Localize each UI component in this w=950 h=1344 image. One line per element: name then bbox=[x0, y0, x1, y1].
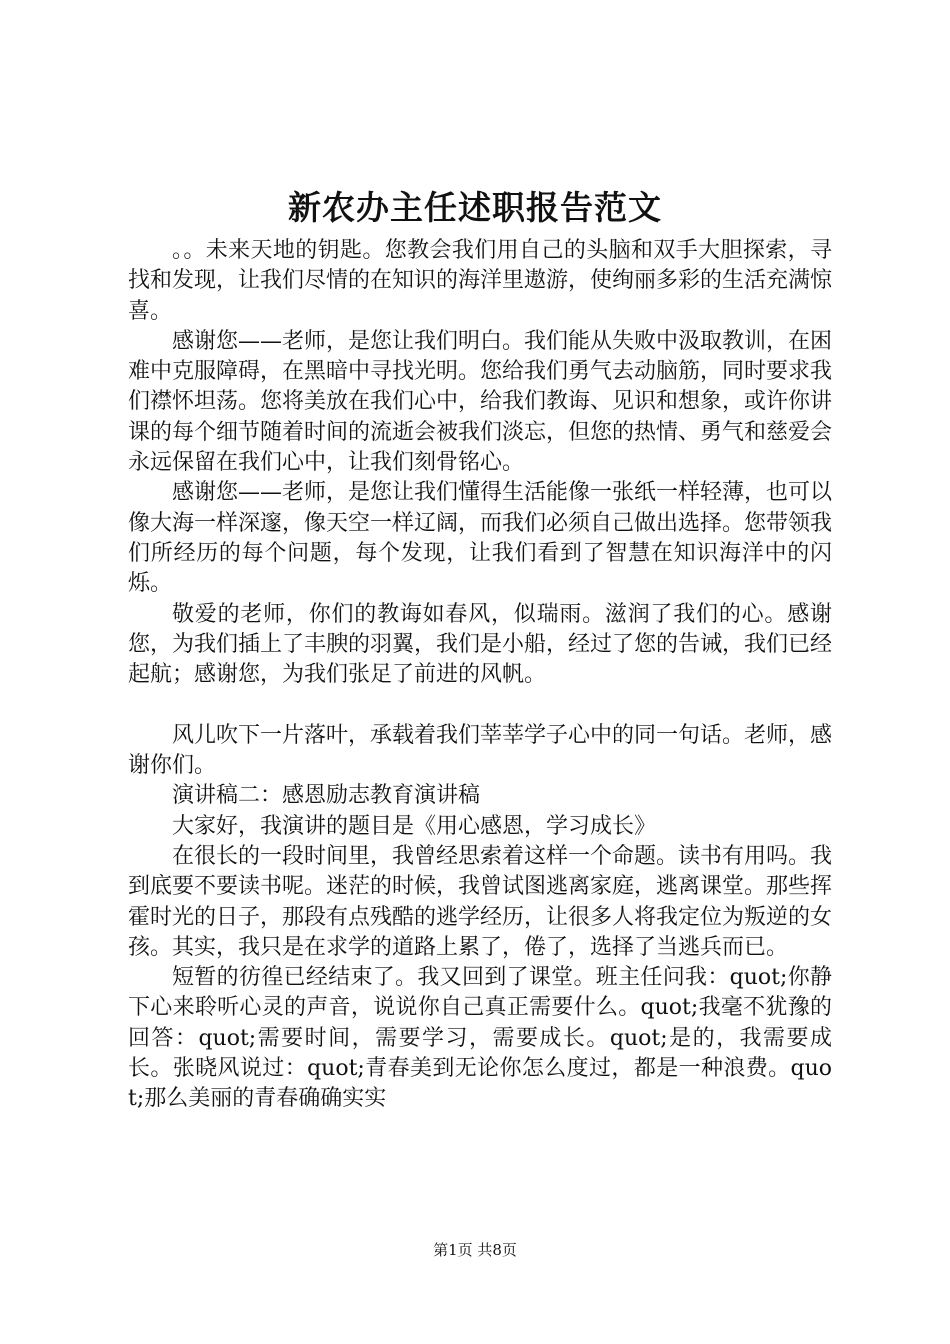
paragraph: 风儿吹下一片落叶，承载着我们莘莘学子心中的同一句话。老师，感谢你们。 bbox=[128, 722, 833, 779]
document-title: 新农办主任述职报告范文 bbox=[288, 188, 662, 227]
paragraph: 。。未来天地的钥匙。您教会我们用自己的头脑和双手大胆探索，寻找和发现，让我们尽情的在知识的海洋里遨游，使绚丽多彩的生活充满惊喜。 bbox=[128, 238, 833, 324]
paragraph: 短暂的彷徨已经结束了。我又回到了课堂。班主任问我：quot;你静下心来聆听心灵的声音，说说你自己真正需要什么。quot;我毫不犹豫的回答：quot;需要时间，需要学习，需要成长。quot;是的，我需要成长。张晓风说过：quot;青春美到无论你怎么度过，都是一种浪费。quot;那么美丽的青春确确实实 bbox=[128, 965, 832, 1112]
paragraph: 感谢您——老师，是您让我们懂得生活能像一张纸一样轻薄，也可以像大海一样深邃，像天空一样辽阔，而我们必须自己做出选择。您带领我们所经历的每个问题，每个发现，让我们看到了智慧在知识海洋中的闪烁。 bbox=[128, 480, 833, 597]
paragraph: 敬爱的老师，你们的教诲如春风，似瑞雨。滋润了我们的心。感谢您，为我们插上了丰腴的羽翼，我们是小船，经过了您的告诫，我们已经起航；感谢您，为我们张足了前进的风帆。 bbox=[128, 601, 833, 688]
paragraph: 在很长的一段时间里，我曾经思索着这样一个命题。读书有用吗。我到底要不要读书呢。迷茫的时候，我曾试图逃离家庭，逃离课堂。那些挥霍时光的日子，那段有点残酷的逃学经历，让很多人将我定位为叛逆的女孩。其实，我只是在求学的道路上累了，倦了，选择了当逃兵而已。 bbox=[128, 843, 833, 960]
paragraph: 大家好，我演讲的题目是《用心感恩，学习成长》 bbox=[172, 813, 657, 839]
section-heading: 演讲稿二：感恩励志教育演讲稿 bbox=[172, 783, 481, 809]
page-footer: 第1页 共8页 bbox=[433, 1241, 517, 1259]
document-body bbox=[128, 236, 832, 1115]
paragraph: 感谢您——老师，是您让我们明白。我们能从失败中汲取教训，在困难中克服障碍，在黑暗中寻找光明。您给我们勇气去动脑筋，同时要求我们襟怀坦荡。您将美放在我们心中，给我们教诲、见识和想象，或许你讲课的每个细节随着时间的流逝会被我们淡忘，但您的热情、勇气和慈爱会永远保留在我们心中，让我们刻骨铭心。 bbox=[128, 328, 833, 476]
